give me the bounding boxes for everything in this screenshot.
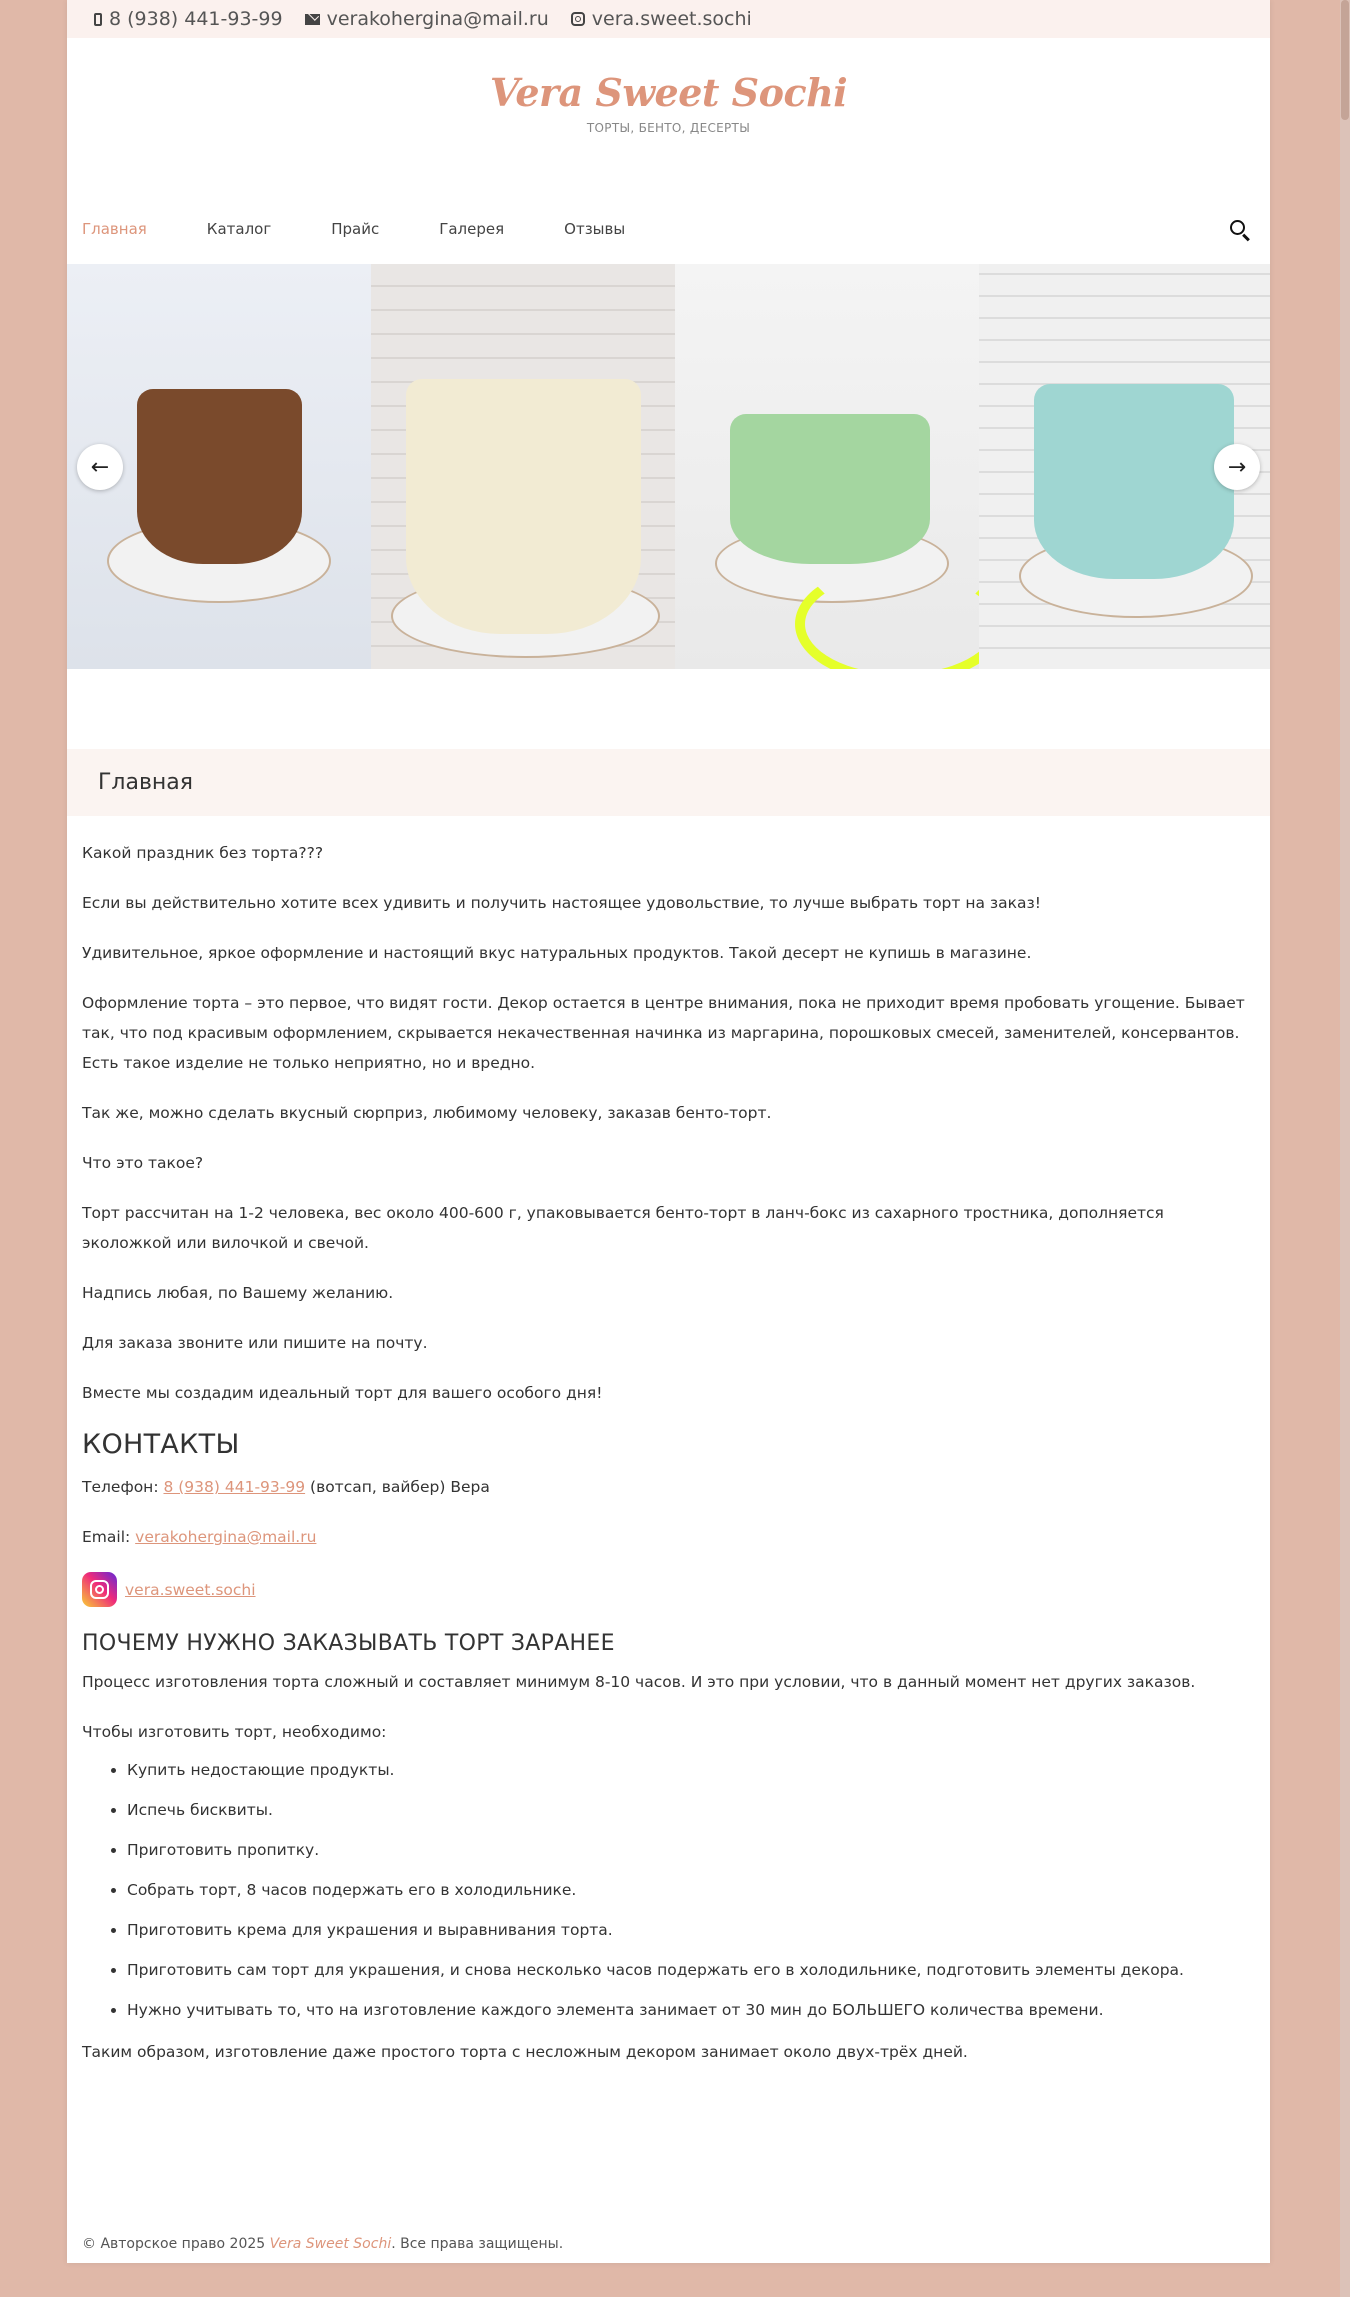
email-link[interactable]: verakohergina@mail.ru: [135, 1528, 317, 1546]
topbar-phone[interactable]: [94, 8, 283, 30]
page-title: Главная: [67, 749, 1270, 816]
paragraph: Торт рассчитан на 1-2 человека, вес около 400-600 г, упаковывается бенто-торт в ланч-бокс из сахарного тростника, дополняется эколожкой или вилочкой и свечой.: [82, 1204, 1164, 1252]
topbar-email[interactable]: [305, 8, 549, 30]
footer-brand-link[interactable]: Vera Sweet Sochi: [269, 2236, 392, 2252]
paragraph: Удивительное, яркое оформление и настоящий вкус натуральных продуктов. Такой десерт не купишь в магазине.: [82, 944, 1032, 962]
search-icon[interactable]: [1230, 220, 1245, 235]
list-item: • Приготовить сам торт для украшения, и снова несколько часов подержать его в холодильнике, подготовить элементы декора.: [127, 1955, 1255, 1985]
cake-image: [137, 389, 302, 564]
nav-item-gallery[interactable]: Галерея: [439, 220, 505, 238]
footer-copyright: © Авторское право 2025: [82, 2236, 270, 2252]
phone-icon: [94, 13, 102, 26]
paragraph: Для заказа звоните или пишите на почту.: [82, 1334, 428, 1352]
instagram-logo-icon[interactable]: [82, 1572, 117, 1607]
page-container: [67, 0, 1270, 2263]
contact-instagram: [82, 1572, 1255, 1607]
slider-next-button[interactable]: [1214, 444, 1260, 490]
scrollbar[interactable]: [1340, 0, 1350, 2297]
arrow-left-icon: ←: [90, 454, 110, 480]
why-heading: ПОЧЕМУ НУЖНО ЗАКАЗЫВАТЬ ТОРТ ЗАРАНЕЕ: [82, 1631, 615, 1656]
nav-item-catalog[interactable]: Каталог: [206, 220, 272, 238]
nav-item-home[interactable]: Главная: [82, 220, 147, 238]
list-item: • Приготовить крема для украшения и выравнивания торта.: [127, 1915, 1255, 1945]
email-label: Email:: [82, 1528, 136, 1546]
paragraph: Таким образом, изготовление даже простого торта с несложным декором занимает около двух-трёх дней.: [82, 2043, 968, 2061]
site-title[interactable]: Vera Sweet Sochi: [489, 70, 848, 115]
list-item: • Собрать торт, 8 часов подержать его в холодильнике.: [127, 1875, 1255, 1905]
scrollbar-thumb[interactable]: [1341, 0, 1349, 120]
topbar-phone-text: 8 (938) 441-93-99: [109, 8, 283, 30]
slide-image[interactable]: [371, 264, 675, 669]
nav-item-price[interactable]: Прайс: [331, 220, 380, 238]
footer-rights: . Все права защищены.: [391, 2236, 564, 2252]
paragraph: Вместе мы создадим идеальный торт для вашего особого дня!: [82, 1384, 603, 1402]
nav-item-reviews[interactable]: Отзывы: [564, 220, 626, 238]
topbar: [67, 0, 1270, 38]
image-slider: [67, 264, 1270, 669]
instagram-icon: [571, 12, 585, 26]
cake-image: [1034, 384, 1234, 579]
phone-link[interactable]: 8 (938) 441-93-99: [163, 1478, 306, 1496]
slider-prev-button[interactable]: [77, 444, 123, 490]
site-footer: [82, 2236, 563, 2252]
paragraph: Чтобы изготовить торт, необходимо:: [82, 1723, 387, 1741]
paragraph: Надпись любая, по Вашему желанию.: [82, 1284, 394, 1302]
paragraph: Так же, можно сделать вкусный сюрприз, любимому человеку, заказав бенто-торт.: [82, 1104, 772, 1122]
steps-list: [82, 1755, 1255, 2025]
list-item: • Купить недостающие продукты.: [127, 1755, 1255, 1785]
arrow-right-icon: →: [1227, 454, 1247, 480]
slide-image[interactable]: [675, 264, 979, 669]
list-item: • Испечь бисквиты.: [127, 1795, 1255, 1825]
contact-phone: [82, 1472, 1255, 1502]
topbar-email-text: verakohergina@mail.ru: [326, 8, 549, 30]
cake-image: [730, 414, 930, 564]
main-navigation: [67, 206, 1270, 252]
paragraph: Что это такое?: [82, 1154, 204, 1172]
paragraph: Процесс изготовления торта сложный и составляет минимум 8-10 часов. И это при условии, что в данный момент нет других заказов.: [82, 1673, 1196, 1691]
contact-email: [82, 1522, 1255, 1552]
list-item: • Приготовить пропитку.: [127, 1835, 1255, 1865]
paragraph: Оформление торта – это первое, что видят гости. Декор остается в центре внимания, пока не приходит время пробовать угощение. Бывает так, что под красивым оформлением, скрывается некачественная начинка из маргарина, порошковых смесей, заменителей, консервантов. Есть такое изделие не только неприятно, но и вредно.: [82, 994, 1245, 1072]
paragraph: Если вы действительно хотите всех удивить и получить настоящее удовольствие, то лучше выбрать торт на заказ!: [82, 894, 1041, 912]
topbar-instagram-text: vera.sweet.sochi: [591, 8, 752, 30]
paragraph: Какой праздник без торта???: [82, 844, 324, 862]
phone-label: Телефон:: [82, 1478, 164, 1496]
site-branding: [67, 38, 1270, 180]
instagram-link[interactable]: vera.sweet.sochi: [125, 1580, 256, 1599]
topbar-instagram[interactable]: [571, 8, 752, 30]
list-item: • Нужно учитывать то, что на изготовление каждого элемента занимает от 30 мин до БОЛЬШЕГО количества времени.: [127, 1995, 1255, 2025]
site-tagline: ТОРТЫ, БЕНТО, ДЕСЕРТЫ: [586, 121, 751, 135]
cake-image: [406, 379, 641, 634]
mail-icon: [305, 14, 320, 25]
main-content: [67, 838, 1270, 2067]
phone-note: (вотсап, вайбер) Вера: [305, 1478, 490, 1496]
contacts-heading: КОНТАКТЫ: [82, 1429, 240, 1460]
